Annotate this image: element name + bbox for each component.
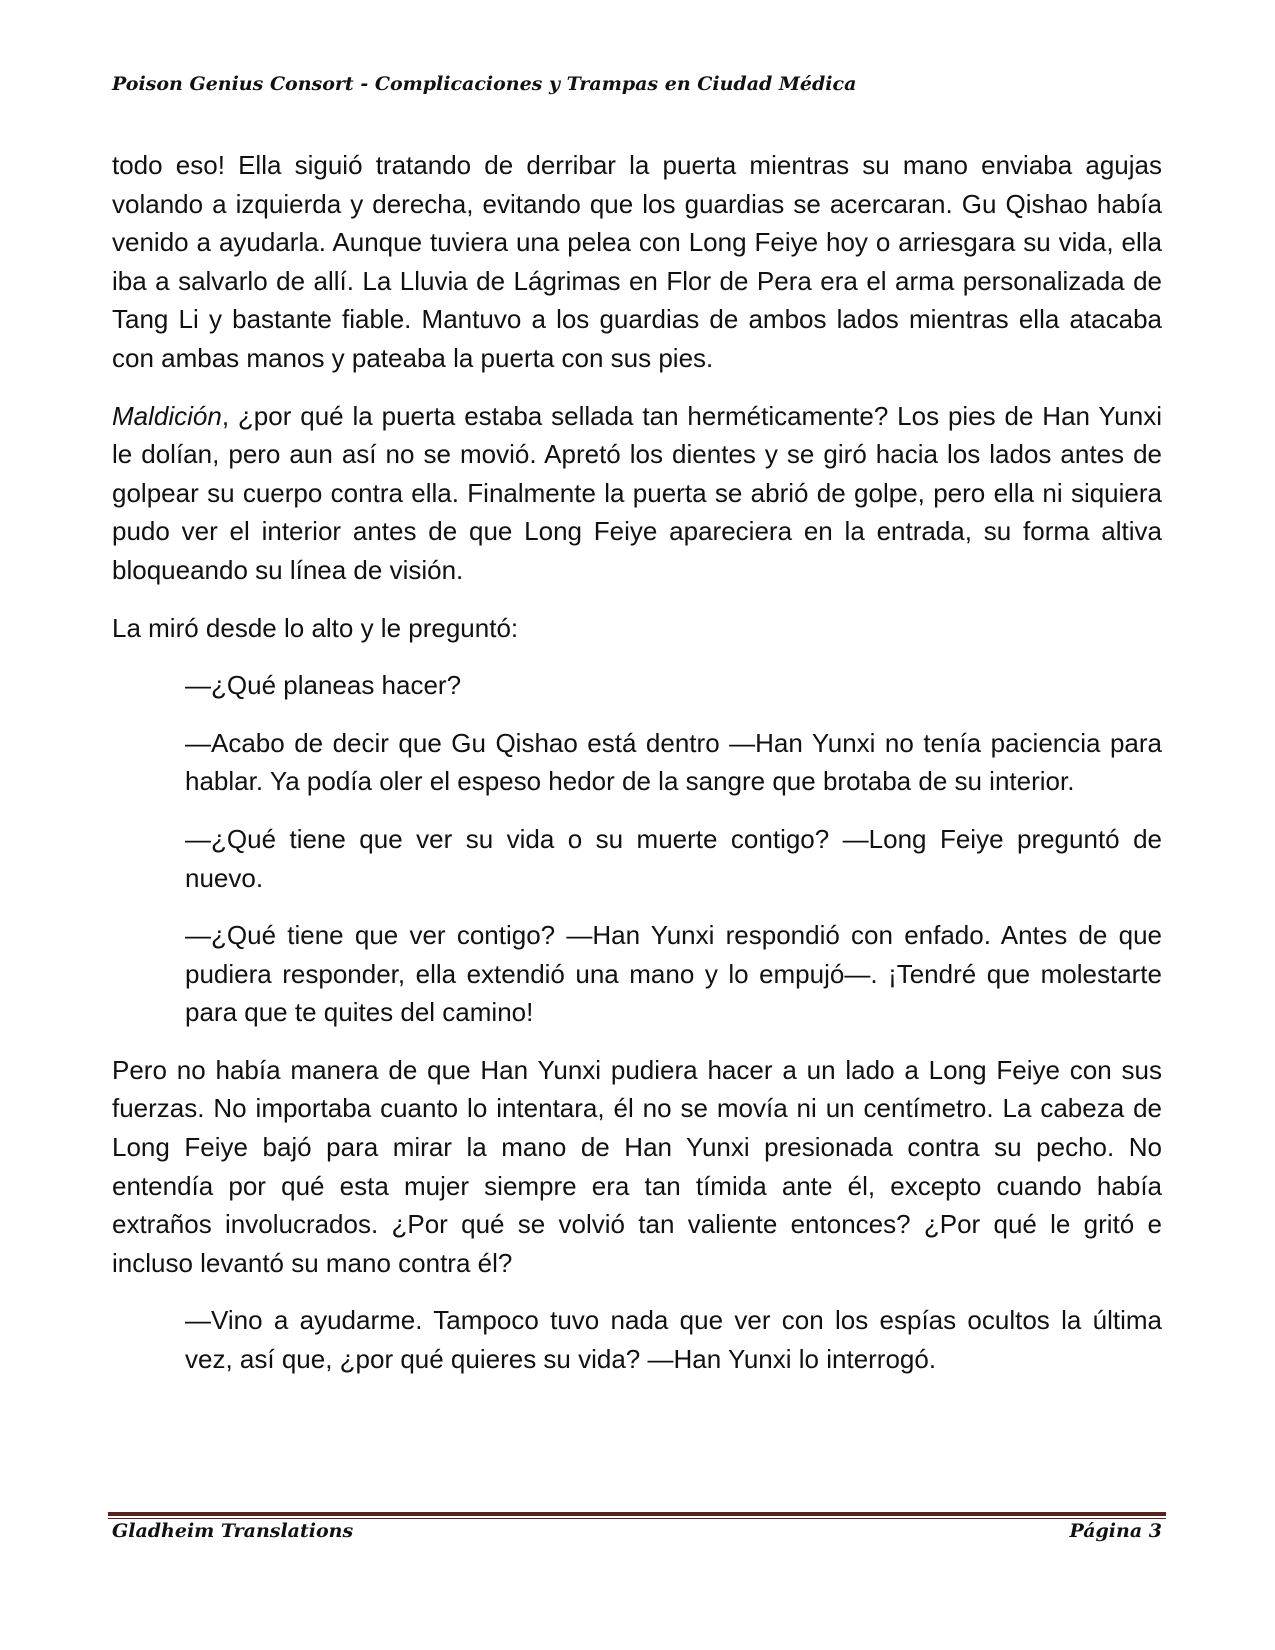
dialogue-paragraph [112,666,1162,705]
paragraph-text: —¿Qué tiene que ver su vida o su muerte contigo? —Long Feiye preguntó de nuevo. [185,823,1162,893]
footer-divider-thin [108,1518,1166,1519]
paragraph-text: La miró desde lo alto y le preguntó: [112,612,519,643]
footer-translator: Gladheim Translations [112,1520,354,1542]
footer-divider-thick [108,1512,1166,1516]
paragraph-text: Pero no había manera de que Han Yunxi pudiera hacer a un lado a Long Feiye con sus fuerzas. No importaba cuanto lo intentara, él no se movía ni un centímetro. La cabeza de Long Feiye bajó para mirar la mano de Han Yunxi presionada contra su pecho. No entendía por qué esta mujer siempre era tan tímida ante él, excepto cuando había extraños involucrados. ¿Por qué se volvió tan valiente entonces? ¿Por qué le gritó e incluso levantó su mano contra él? [112,1054,1162,1278]
paragraph-text: —Vino a ayudarme. Tampoco tuvo nada que ver con los espías ocultos la última vez, así que, ¿por qué quieres su vida? —Han Yunxi lo interrogó. [185,1305,1162,1375]
footer-divider [108,1512,1166,1519]
dialogue-paragraph [112,820,1162,897]
paragraph [112,1051,1162,1283]
paragraph-text: —Acabo de decir que Gu Qishao está dentro —Han Yunxi no tenía paciencia para hablar. Ya podía oler el espeso hedor de la sangre que brotaba de su interior. [185,727,1162,797]
paragraph-text: todo eso! Ella siguió tratando de derribar la puerta mientras su mano enviaba agujas volando a izquierda y derecha, evitando que los guardias se acercaran. Gu Qishao había venido a ayudarla. Aunque tuviera una pelea con Long Feiye hoy o arriesgara su vida, ella iba a salvarlo de allí. La Lluvia de Lágrimas en Flor de Pera era el arma personalizada de Tang Li y bastante fiable. Mantuvo a los guardias de ambos lados mientras ella atacaba con ambas manos y pateaba la puerta con sus pies. [112,150,1162,373]
paragraph [112,397,1162,590]
paragraph [112,609,1162,648]
running-header-title: Poison Genius Consort - Complicaciones y Trampas en Ciudad Médica [112,73,857,95]
paragraph [112,146,1162,378]
running-footer [112,1520,1162,1542]
footer-page-number: Página 3 [1069,1520,1162,1542]
dialogue-paragraph [112,916,1162,1032]
paragraph-text: —¿Qué planeas hacer? [185,670,462,701]
dialogue-paragraph [112,1301,1162,1378]
dialogue-paragraph [112,724,1162,801]
paragraph-text: —¿Qué tiene que ver contigo? —Han Yunxi respondió con enfado. Antes de que pudiera responder, ella extendió una mano y lo empujó—. ¡Tendré que molestarte para que te quites del camino! [185,920,1162,1028]
paragraph-text: , ¿por qué la puerta estaba sellada tan herméticamente? Los pies de Han Yunxi le dolían, pero aun así no se movió. Apretó los dientes y se giró hacia los lados antes de golpear su cuerpo contra ella. Finalmente la puerta se abrió de golpe, pero ella ni siquiera pudo ver el interior antes de que Long Feiye apareciera en la entrada, su forma altiva bloqueando su línea de visión. [112,400,1162,585]
paragraph-lead-italic: Maldición [112,400,222,431]
body-text [112,146,1162,1398]
